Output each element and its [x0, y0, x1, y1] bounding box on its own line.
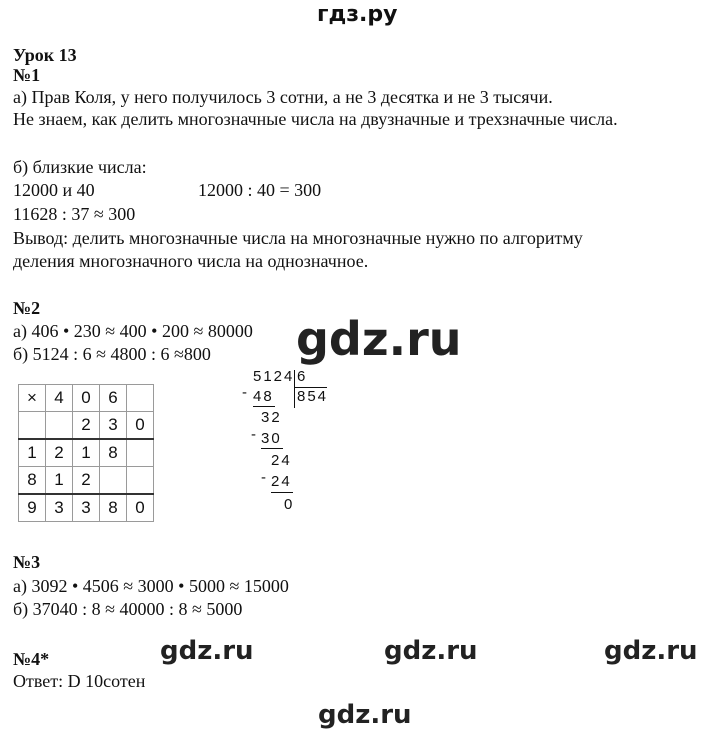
grid-cell: [127, 385, 154, 412]
site-title: гдз.ру: [317, 2, 398, 27]
task2-b: б) 5124 : 6 ≈ 4800 : 6 ≈800: [13, 344, 211, 364]
task3-number: №3: [13, 552, 41, 572]
task1-a-line2: Не знаем, как делить многозначные числа на двузначные и трехзначные числа.: [13, 109, 618, 129]
grid-cell: 2: [73, 412, 100, 440]
grid-cell: 9: [19, 494, 46, 522]
watermark: gdz.ru: [318, 700, 412, 730]
grid-cell: 2: [46, 439, 73, 467]
grid-cell: 1: [73, 439, 100, 467]
watermark-large: gdz.ru: [296, 312, 462, 366]
grid-cell: [100, 467, 127, 495]
division-dividend: 5124: [253, 368, 295, 385]
minus-sign: -: [251, 426, 258, 443]
grid-cell: 1: [19, 439, 46, 467]
division-line: [261, 448, 283, 449]
task1-b-eq1: 12000 : 40 = 300: [198, 180, 322, 200]
grid-cell: 8: [100, 439, 127, 467]
grid-cell: 8: [19, 467, 46, 495]
grid-cell: 0: [127, 494, 154, 522]
grid-cell: 0: [127, 412, 154, 440]
task2-a: а) 406 • 230 ≈ 400 • 200 ≈ 80000: [13, 321, 253, 341]
task4-answer: Ответ: D 10сотен: [13, 671, 146, 691]
division-rem2: 24: [271, 452, 292, 469]
multiplication-grid: [18, 384, 154, 522]
division-line: [271, 492, 293, 493]
grid-cell: [46, 412, 73, 440]
division-final: 0: [284, 496, 295, 513]
long-division: [240, 368, 350, 518]
grid-cell: 1: [46, 467, 73, 495]
task3-b: б) 37040 : 8 ≈ 40000 : 8 ≈ 5000: [13, 599, 243, 619]
grid-cell: 4: [46, 385, 73, 412]
watermark: gdz.ru: [160, 636, 254, 666]
task1-number: №1: [13, 65, 41, 85]
task1-b-eq2: 11628 : 37 ≈ 300: [13, 204, 136, 224]
task1-conclusion-line1: Вывод: делить многозначные числа на многозначные нужно по алгоритму: [13, 228, 583, 248]
minus-sign: -: [242, 384, 249, 401]
task2-number: №2: [13, 298, 41, 318]
grid-cell: 3: [100, 412, 127, 440]
task4-number: №4*: [13, 649, 50, 669]
division-sub1: 48: [253, 388, 274, 405]
division-sub2: 30: [261, 430, 282, 447]
task1-a-line1: а) Прав Коля, у него получилось 3 сотни, а не 3 десятка и не 3 тысячи.: [13, 87, 553, 107]
grid-cell: 8: [100, 494, 127, 522]
grid-cell: 6: [100, 385, 127, 412]
division-line: [253, 406, 275, 407]
task1-b-pair: 12000 и 40: [13, 180, 95, 200]
lesson-title: Урок 13: [13, 45, 77, 65]
multiply-sign: ×: [27, 388, 37, 407]
grid-cell: [19, 412, 46, 440]
grid-cell: [127, 467, 154, 495]
grid-cell: 0: [73, 385, 100, 412]
division-sub3: 24: [271, 473, 292, 490]
grid-cell: 2: [73, 467, 100, 495]
task1-b-title: б) близкие числа:: [13, 157, 147, 177]
division-quotient: 854: [297, 388, 329, 405]
division-rem1: 32: [261, 409, 282, 426]
grid-cell: [127, 439, 154, 467]
division-divisor: 6: [297, 368, 308, 385]
task3-a: а) 3092 • 4506 ≈ 3000 • 5000 ≈ 15000: [13, 576, 289, 596]
watermark: gdz.ru: [384, 636, 478, 666]
grid-cell: 3: [73, 494, 100, 522]
watermark: gdz.ru: [604, 636, 698, 666]
grid-cell: 3: [46, 494, 73, 522]
grid-cell: [19, 385, 46, 412]
minus-sign: -: [261, 469, 268, 486]
division-vertical-line: [294, 370, 295, 408]
task1-conclusion-line2: деления многозначного числа на однозначное.: [13, 251, 369, 271]
